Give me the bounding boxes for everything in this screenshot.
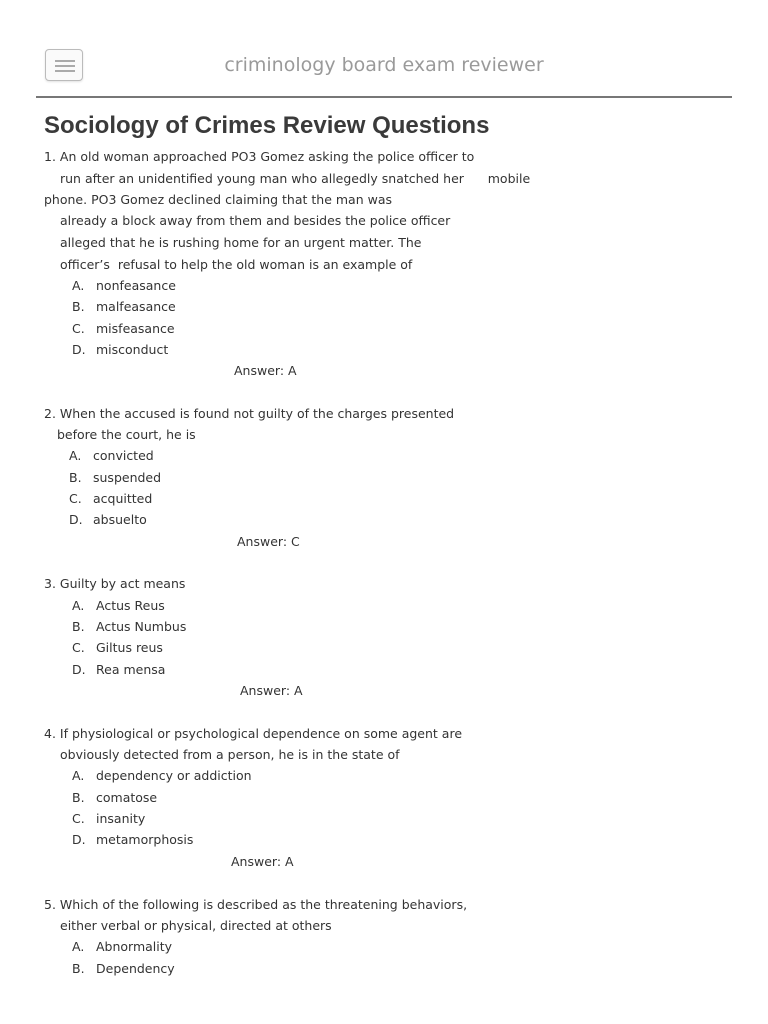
answer-label: Answer: A	[240, 683, 303, 698]
option-c	[72, 319, 175, 339]
option-b	[72, 617, 186, 637]
option-c	[69, 489, 152, 509]
option-text: malfeasance	[96, 299, 176, 314]
option-b	[72, 297, 176, 317]
page-title: Sociology of Crimes Review Questions	[44, 112, 490, 139]
site-title[interactable]: criminology board exam reviewer	[224, 54, 544, 76]
option-b	[69, 468, 161, 488]
option-text: dependency or addiction	[96, 768, 252, 783]
option-text: Abnormality	[96, 939, 173, 954]
option-letter: A.	[72, 278, 85, 293]
option-letter: B.	[72, 961, 85, 976]
option-letter: B.	[69, 470, 82, 485]
question-text-line: obviously detected from a person, he is in the state of	[60, 747, 400, 762]
option-letter: C.	[69, 491, 82, 506]
question-text-line: phone. PO3 Gomez declined claiming that the man was	[44, 192, 392, 207]
option-letter: A.	[72, 939, 85, 954]
option-a	[72, 937, 172, 957]
option-letter: C.	[72, 640, 85, 655]
option-letter: D.	[72, 662, 86, 677]
question-text-line: either verbal or physical, directed at others	[60, 918, 332, 933]
option-text: Giltus reus	[96, 640, 163, 655]
option-d	[72, 660, 165, 680]
answer-label: Answer: C	[237, 534, 300, 549]
option-b	[72, 959, 175, 979]
question-text-line: before the court, he is	[57, 427, 196, 442]
option-letter: C.	[72, 321, 85, 336]
question-text-line: 1. An old woman approached PO3 Gomez asking the police officer to	[44, 149, 475, 164]
option-c	[72, 809, 145, 829]
option-text: metamorphosis	[96, 832, 194, 847]
question-text-line: 4. If physiological or psychological dependence on some agent are	[44, 726, 463, 741]
option-text: convicted	[93, 448, 154, 463]
question-text-line: alleged that he is rushing home for an urgent matter. The	[60, 235, 422, 250]
option-letter: C.	[72, 811, 85, 826]
option-text: Dependency	[96, 961, 175, 976]
option-letter: A.	[72, 598, 85, 613]
option-text: suspended	[93, 470, 162, 485]
option-letter: B.	[72, 299, 85, 314]
option-letter: D.	[72, 832, 86, 847]
option-letter: B.	[72, 619, 85, 634]
option-b	[72, 788, 157, 808]
option-a	[72, 276, 176, 296]
option-text: misfeasance	[96, 321, 175, 336]
question-text-line: 2. When the accused is found not guilty of the charges presented	[44, 406, 455, 421]
option-text: comatose	[96, 790, 158, 805]
option-d	[72, 830, 193, 850]
option-d	[72, 340, 168, 360]
option-a	[69, 446, 154, 466]
answer-label: Answer: A	[231, 854, 294, 869]
option-text: Actus Reus	[96, 598, 165, 613]
option-letter: D.	[72, 342, 86, 357]
top-navigation-bar	[36, 42, 732, 98]
option-letter: A.	[69, 448, 82, 463]
option-text: misconduct	[96, 342, 169, 357]
option-text: Rea mensa	[96, 662, 166, 677]
option-text: Actus Numbus	[96, 619, 187, 634]
option-a	[72, 766, 252, 786]
answer-label: Answer: A	[234, 363, 297, 378]
option-letter: D.	[69, 512, 83, 527]
question-text-line: 3. Guilty by act means	[44, 576, 186, 591]
option-letter: A.	[72, 768, 85, 783]
question-text-line: run after an unidentified young man who allegedly snatched her mobile	[60, 171, 531, 186]
option-text: nonfeasance	[96, 278, 176, 293]
option-text: insanity	[96, 811, 146, 826]
question-text-line: officer’s refusal to help the old woman is an example of	[60, 257, 413, 272]
option-letter: B.	[72, 790, 85, 805]
question-text-line: 5. Which of the following is described as the threatening behaviors,	[44, 897, 468, 912]
option-d	[69, 510, 147, 530]
question-text-line: already a block away from them and besides the police officer	[60, 213, 451, 228]
option-text: absuelto	[93, 512, 147, 527]
option-text: acquitted	[93, 491, 153, 506]
option-a	[72, 596, 165, 616]
option-c	[72, 638, 163, 658]
